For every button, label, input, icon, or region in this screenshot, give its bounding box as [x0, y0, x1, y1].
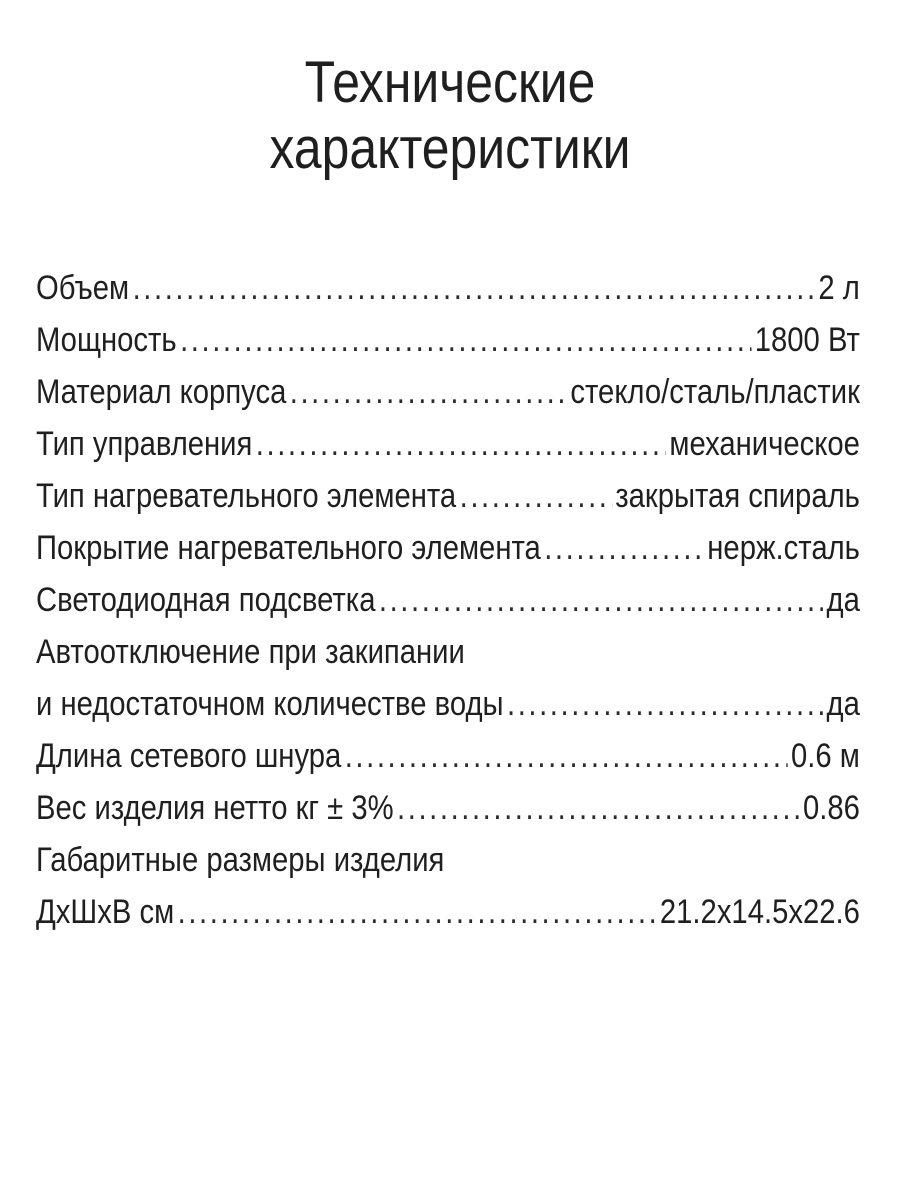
spec-row-power — [36, 314, 860, 366]
spec-list — [36, 262, 860, 938]
spec-label: Объем — [36, 269, 130, 307]
spec-row-cord-length — [36, 730, 860, 782]
spec-label: Вес изделия нетто кг ± 3% — [36, 789, 394, 827]
spec-value: 2 л — [818, 269, 860, 307]
dot-leader — [180, 314, 751, 366]
dot-leader — [379, 574, 823, 626]
spec-row-control-type — [36, 418, 860, 470]
spec-row-led-lighting — [36, 574, 860, 626]
spec-value: да — [826, 581, 860, 619]
spec-value: закрытая спираль — [615, 477, 860, 515]
dot-leader — [133, 262, 815, 314]
spec-label: Светодиодная подсветка — [36, 581, 376, 619]
dot-leader — [397, 782, 799, 834]
dot-leader — [178, 886, 657, 938]
page-title — [63, 50, 837, 182]
spec-row-dimensions — [36, 886, 860, 938]
spec-label: Длина сетевого шнура — [36, 737, 342, 775]
spec-row-dimensions-line-1 — [36, 834, 860, 886]
spec-value: стекло/сталь/пластик — [570, 373, 860, 411]
spec-row-heating-coating — [36, 522, 860, 574]
spec-value: 0.86 — [802, 789, 860, 827]
spec-row-auto-off — [36, 678, 860, 730]
spec-value: 0.6 м — [790, 737, 860, 775]
dot-leader — [290, 366, 567, 418]
spec-label: Тип управления — [36, 425, 253, 463]
dot-leader — [256, 418, 666, 470]
spec-value: 21.2х14.5х22.6 — [659, 893, 860, 931]
dot-leader — [460, 470, 612, 522]
spec-label: и недостаточном количестве воды — [36, 685, 504, 723]
spec-value: нерж.сталь — [707, 529, 860, 567]
spec-row-net-weight — [36, 782, 860, 834]
spec-value: 1800 Вт — [754, 321, 860, 359]
spec-row-heating-element — [36, 470, 860, 522]
spec-label: Материал корпуса — [36, 373, 287, 411]
spec-row-auto-off-line-1 — [36, 626, 860, 678]
spec-label: Тип нагревательного элемента — [36, 477, 457, 515]
spec-label-line-1: Автоотключение при закипании — [36, 633, 465, 671]
dot-leader — [544, 522, 704, 574]
spec-value: да — [826, 685, 860, 723]
spec-row-body-material — [36, 366, 860, 418]
spec-label: Покрытие нагревательного элемента — [36, 529, 541, 567]
title-line-2: характеристики — [269, 116, 631, 181]
title-line-1: Технические — [304, 50, 596, 115]
spec-label-line-1: Габаритные размеры изделия — [36, 841, 445, 879]
spec-row-volume — [36, 262, 860, 314]
spec-label: Мощность — [36, 321, 177, 359]
spec-value: механическое — [669, 425, 860, 463]
dot-leader — [345, 730, 788, 782]
spec-label: ДхШхВ см — [36, 893, 175, 931]
dot-leader — [507, 678, 823, 730]
